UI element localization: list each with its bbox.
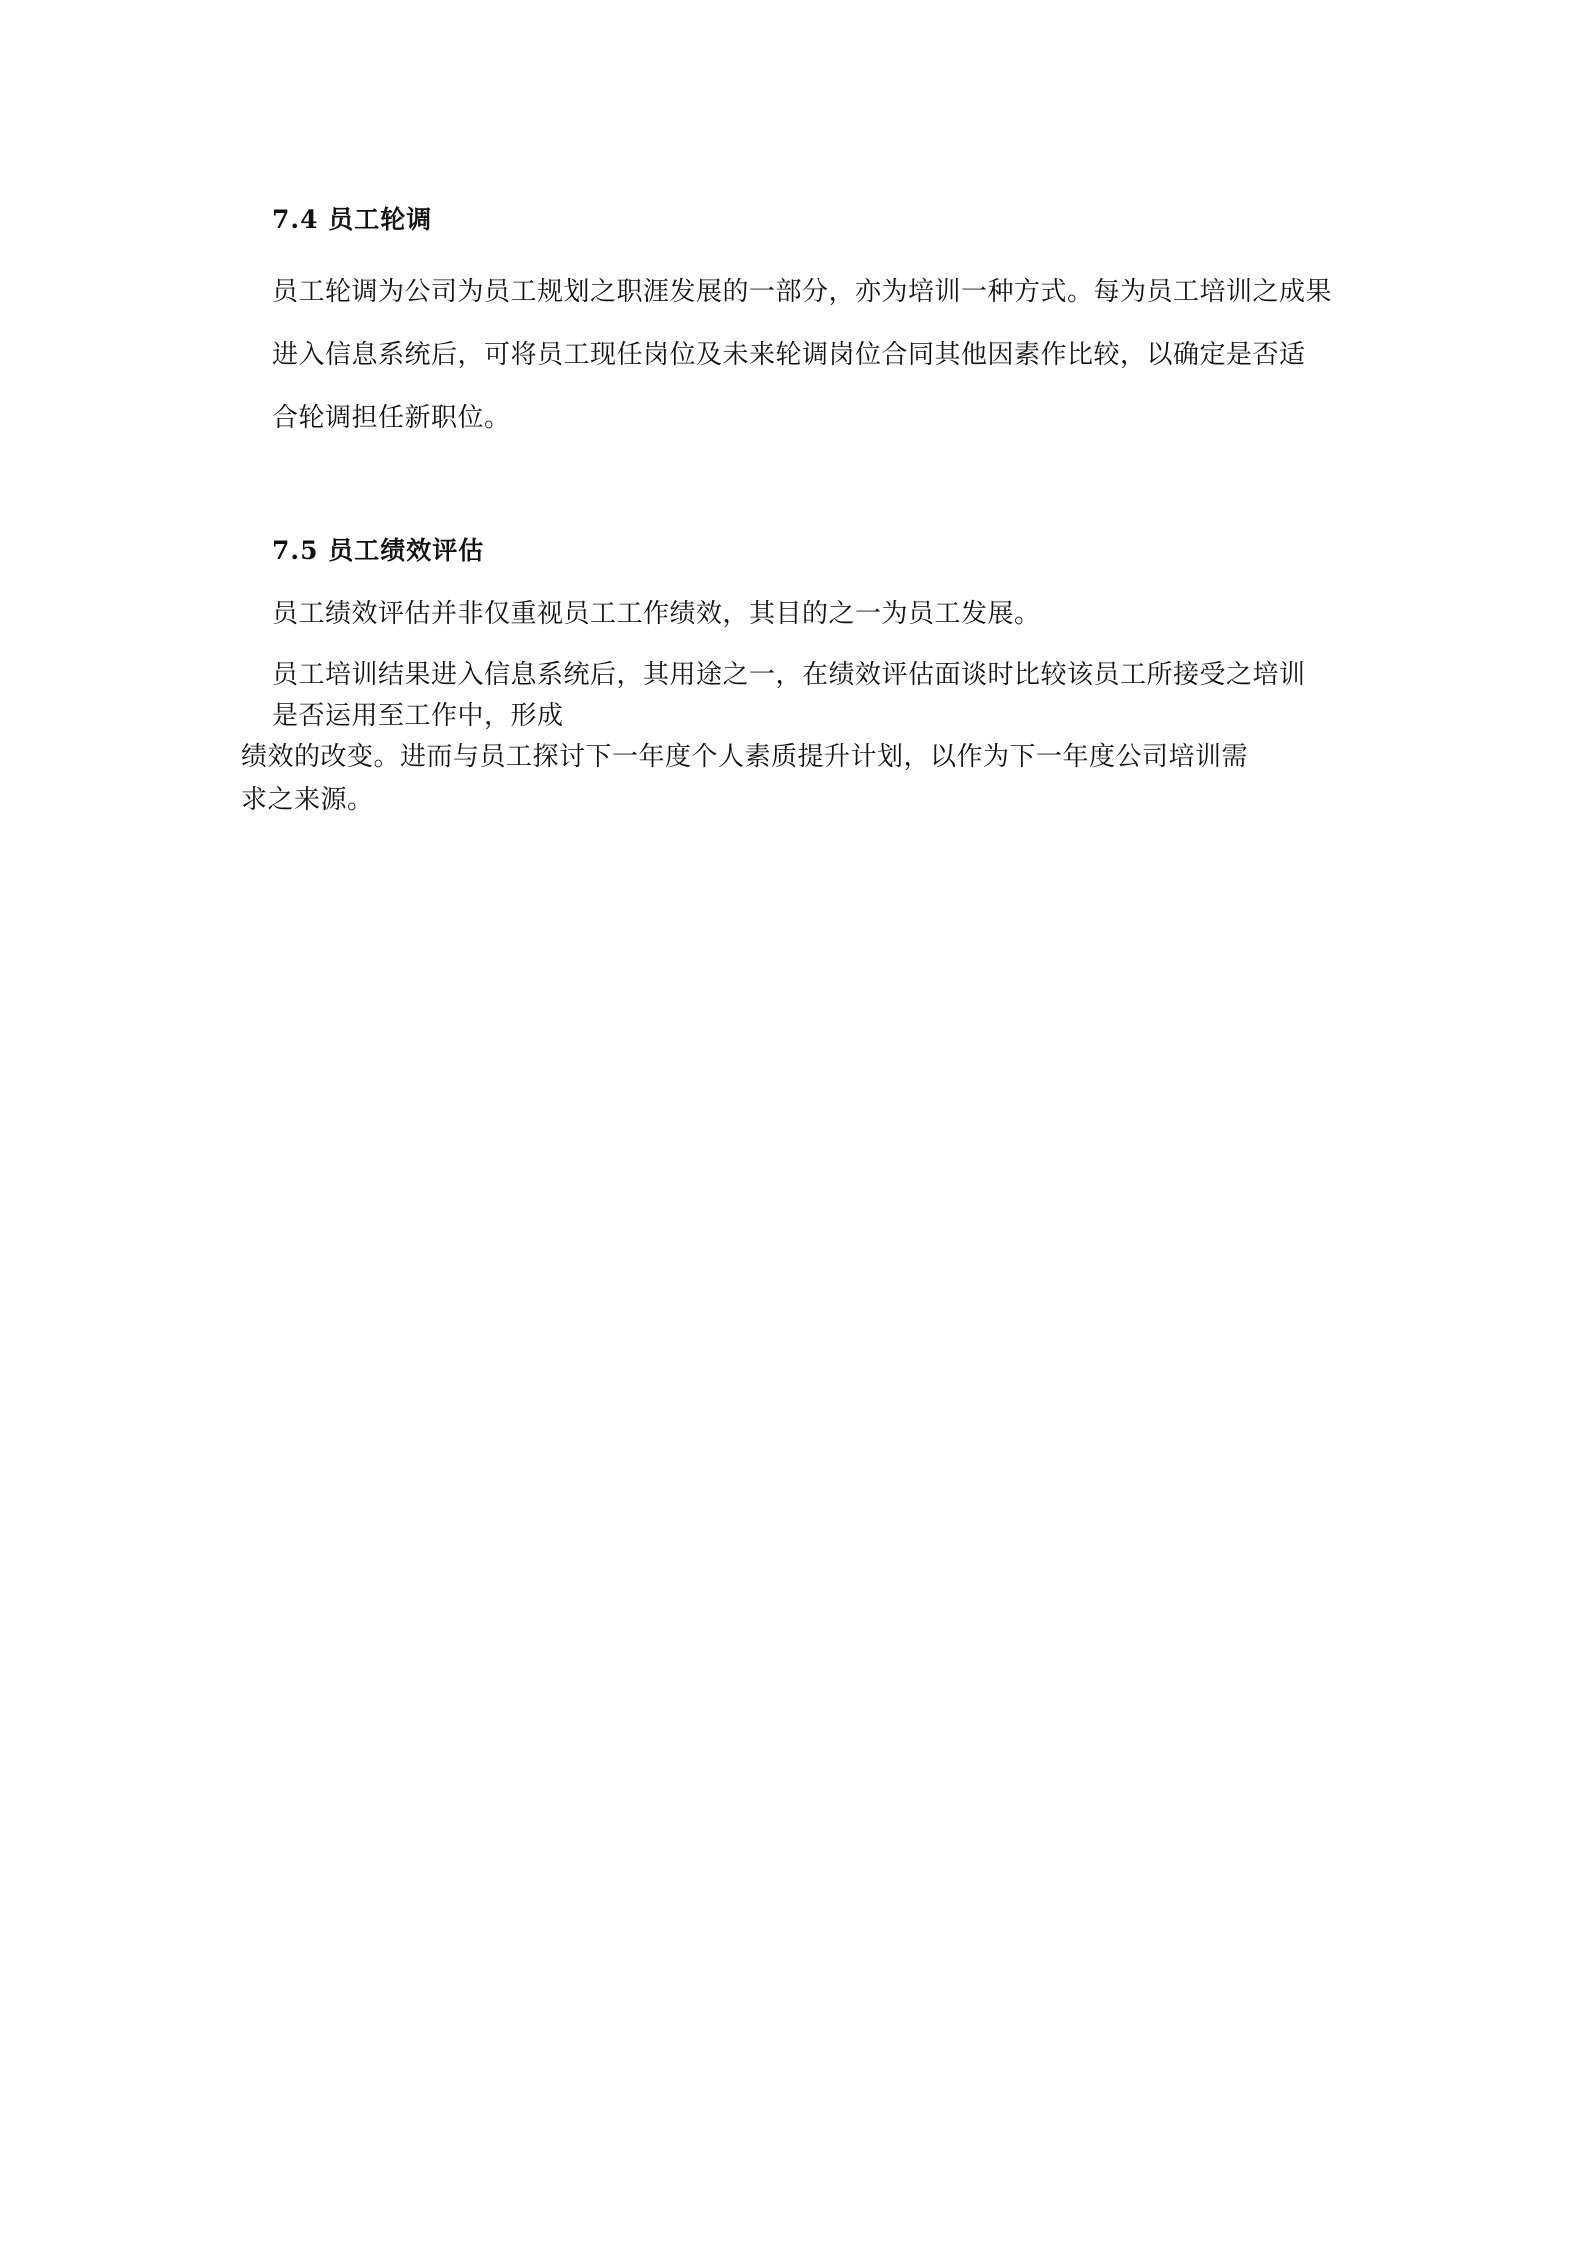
paragraph-line: 绩效的改变。进而与员工探讨下一年度个人素质提升计划，以作为下一年度公司培训需 <box>241 742 1249 772</box>
section-heading-7-5: 7.5 员工绩效评估 <box>272 536 485 565</box>
paragraph-line: 是否运用至工作中，形成 <box>272 701 564 731</box>
paragraph-line: 进入信息系统后，可将员工现任岗位及未来轮调岗位合同其他因素作比较，以确定是否适 <box>272 340 1306 370</box>
section-heading-7-4: 7.4 员工轮调 <box>272 205 433 234</box>
paragraph-line: 求之来源。 <box>241 785 374 815</box>
paragraph-line: 合轮调担任新职位。 <box>272 403 511 433</box>
paragraph-line: 员工培训结果进入信息系统后，其用途之一，在绩效评估面谈时比较该员工所接受之培训 <box>272 660 1306 690</box>
paragraph-line: 员工轮调为公司为员工规划之职涯发展的一部分，亦为培训一种方式。每为员工培训之成果 <box>272 277 1333 307</box>
paragraph-line: 员工绩效评估并非仅重视员工工作绩效，其目的之一为员工发展。 <box>272 599 1041 629</box>
